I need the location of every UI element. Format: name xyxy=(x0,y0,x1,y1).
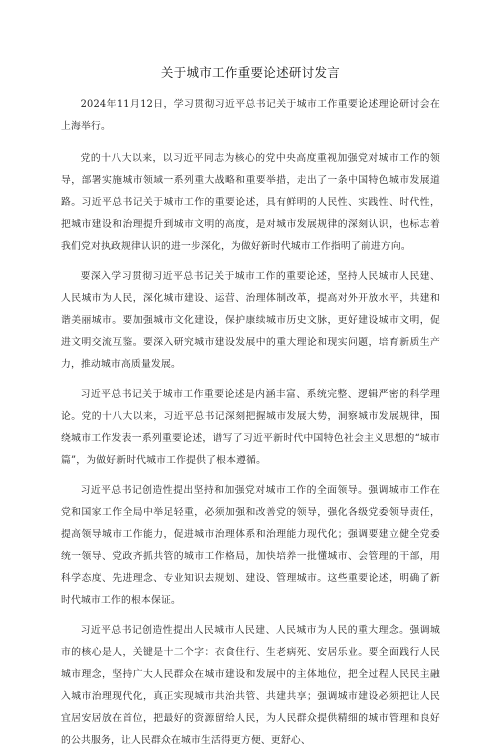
paragraph-requirements: 要深入学习贯彻习近平总书记关于城市工作的重要论述，坚持人民城市人民建、人民城市为人民，深化城市建设、运营、治理体制改革，提高对外开放水平，共建和谐美丽城市。要加强城市文化建设，保护康续城市历史文脉，更好建设城市文明，促进文明交流互鉴。要深入研究城市建设发展中的重大理论和现实问题，培育新质生产力，推动城市高质量发展。 xyxy=(61,271,440,370)
document-title: 关于城市工作重要论述研讨发言 xyxy=(160,65,341,80)
paragraph-background: 党的十八大以来，以习近平同志为核心的党中央高度重视加强党对城市工作的领导，部署实施城市领域一系列重大战略和重要举措，走出了一条中国特色城市发展道路。习近平总书记关于城市工作的重要论述，具有鲜明的人民性、实践性、时代性，把城市建设和治理提升到城市文明的高度，是对城市发展规律的深刻认识，也标志着我们党对执政规律认识的进一步深化，为做好新时代城市工作指明了前进方向。 xyxy=(61,153,440,252)
paragraph-intro: 2024年11月12日，学习贯彻习近平总书记关于城市工作重要论述理论研讨会在上海举行。 xyxy=(61,99,440,132)
paragraph-people-city: 习近平总书记创造性提出人民城市人民建、人民城市为人民的重大理念。强调城市的核心是人，关键是十二个字：衣食住行、生老病死、安居乐业。要全面践行人民城市理念，坚持广大人民群众在城市建设和发展中的主体地位，把全过程人民民主融入城市治理现代化，真正实现城市共治共管、共建共享；强调城市建设必须把让人民宜居安居放在首位，把最好的资源留给人民，为人民群众提供精细的城市管理和良好的公共服务，让人民群众在城市生活得更方便、更舒心、 xyxy=(61,625,440,746)
paragraph-theory: 习近平总书记关于城市工作重要论述是内涵丰富、系统完整、逻辑严密的科学理论。党的十八大以来，习近平总书记深刻把握城市发展大势，洞察城市发展规律，围绕城市工作发表一系列重要论述，谱写了习近平新时代中国特色社会主义思想的“城市篇”，为做好新时代城市工作提供了根本遵循。 xyxy=(61,389,440,466)
paragraph-party-leadership: 习近平总书记创造性提出坚持和加强党对城市工作的全面领导。强调城市工作在党和国家工作全局中举足轻重，必须加强和改善党的领导，强化各级党委领导责任，提高领导城市工作能力，促进城市治理体系和治理能力现代化；强调要建立健全党委统一领导、党政齐抓共管的城市工作格局，加快培养一批懂城市、会管理的干部，用科学态度、先进理念、专业知识去规划、建设、管理城市。这些重要论述，明确了新时代城市工作的根本保证。 xyxy=(61,485,440,606)
